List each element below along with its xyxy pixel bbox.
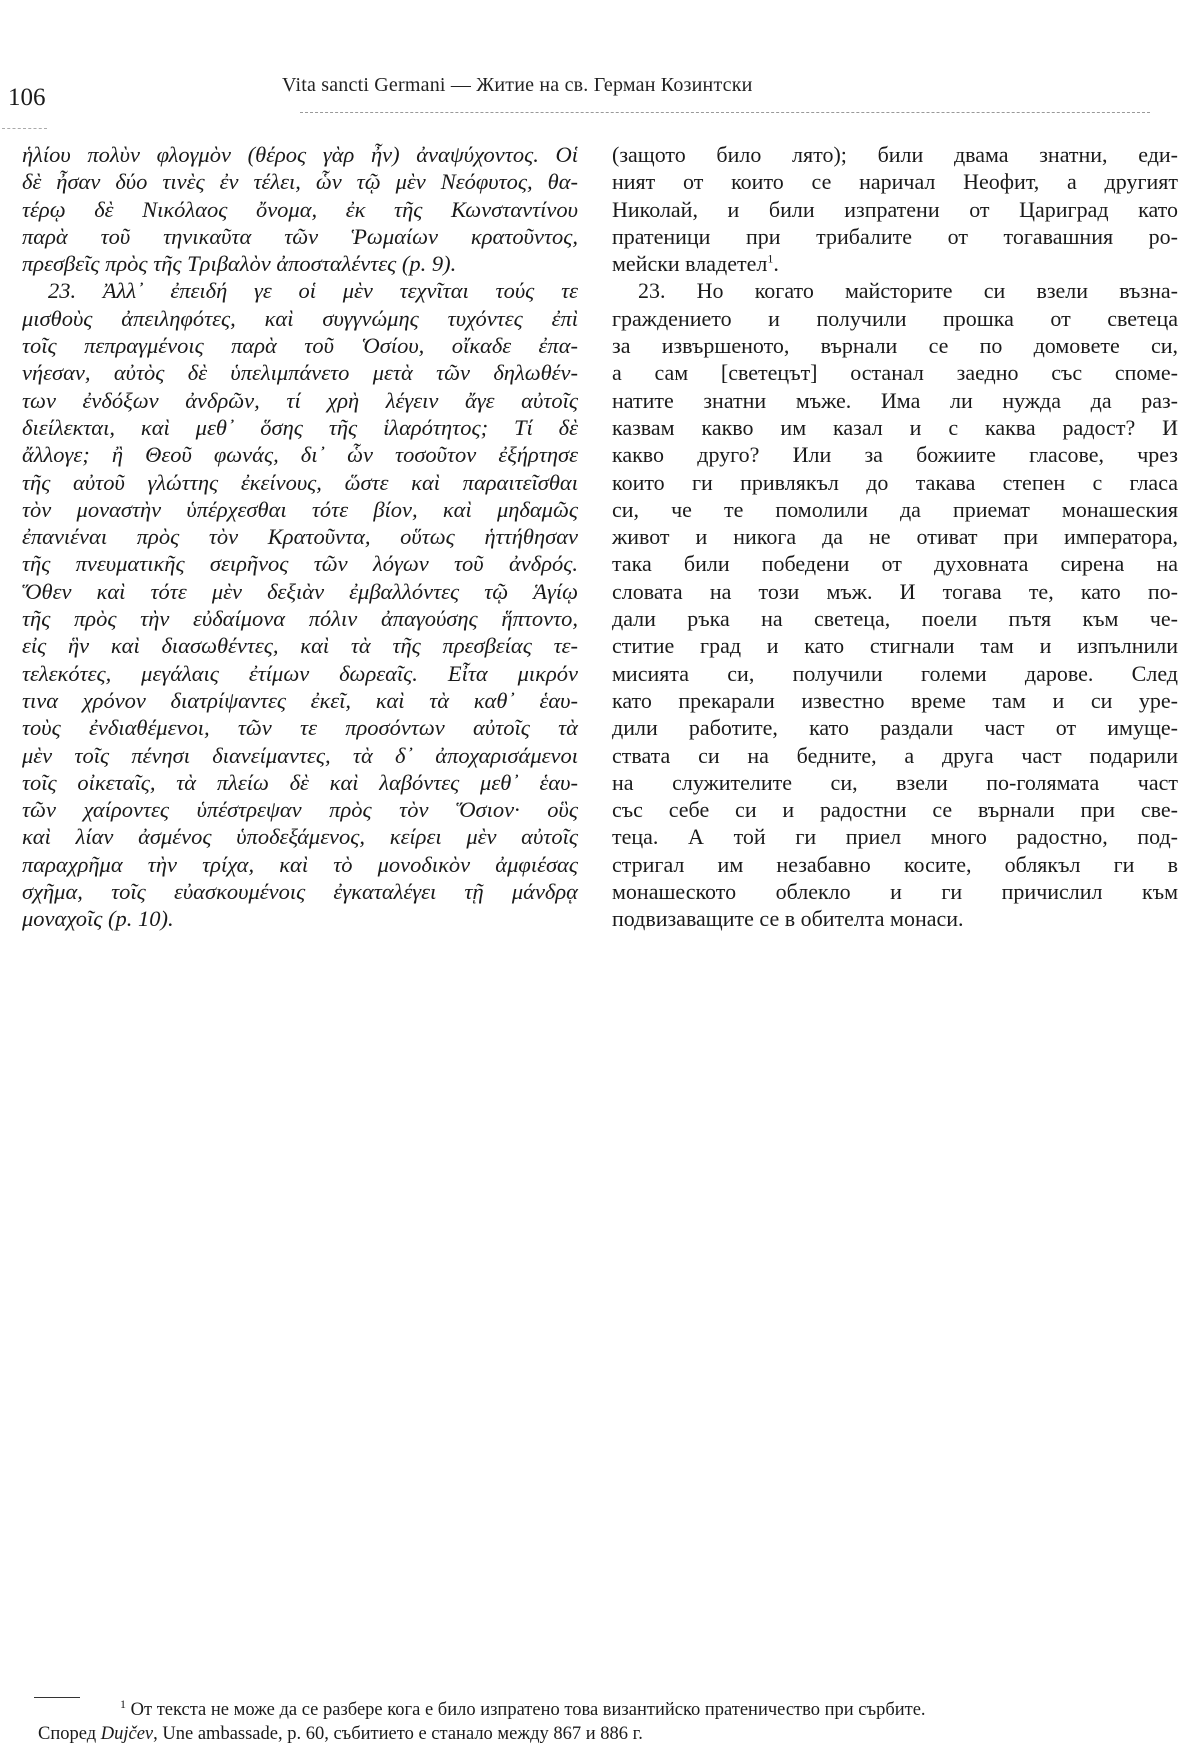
- line-text: пратеници при трибалите от тогавашния ро-: [612, 223, 1178, 249]
- text-line: [22, 714, 578, 741]
- line-text: мейски владетел: [612, 251, 768, 277]
- footnote-reference: 1: [767, 251, 774, 266]
- text-line: [22, 905, 578, 932]
- text-line: [612, 441, 1178, 468]
- line-text: νήεσαν, αὐτὸς δὲ ὑπελιμπάνετο μετὰ τῶν δηλωθέν-: [22, 360, 578, 386]
- line-text: σχῆμα, τοῖς εὐασκουμένοις ἐγκαταλέγει τῇ μάνδρᾳ: [22, 879, 578, 905]
- text-line: [22, 687, 578, 714]
- header-rule: [300, 112, 1150, 113]
- text-line: [612, 414, 1178, 441]
- line-text: τὸν μοναστὴν ὑπέρχεσθαι τότε βίον, καὶ μηδαμῶς: [22, 496, 578, 522]
- line-text: των ἐνδόξων ἀνδρῶν, τί χρὴ λέγειν ἄγε αὐτοῖς: [22, 387, 578, 413]
- text-line: [612, 196, 1178, 223]
- text-line: [612, 660, 1178, 687]
- text-line: [22, 578, 578, 605]
- text-line: [612, 277, 1178, 304]
- text-line: [22, 823, 578, 850]
- footnote-line-2: [38, 1724, 643, 1745]
- line-text: така били победени от духовната сирена на: [612, 551, 1178, 577]
- text-line: [22, 250, 578, 277]
- line-text: μὲν τοῖς πένησι διανείμαντες, τὰ δ᾽ ἀποχαρισάμενοι: [22, 742, 578, 768]
- text-line: [612, 578, 1178, 605]
- line-text: τῆς πνευματικῆς σειρῆνος τῶν λόγων τοῦ ἀνδρός.: [22, 551, 578, 577]
- text-line: [22, 387, 578, 414]
- header-rule-left: [2, 128, 47, 129]
- text-line: [612, 469, 1178, 496]
- text-line: [612, 332, 1178, 359]
- line-text: Николай, и били изпратени от Цариград като: [612, 196, 1178, 222]
- text-line: [612, 496, 1178, 523]
- text-line: [612, 796, 1178, 823]
- line-text: (защото било лято); били двама знатни, еди-: [612, 142, 1178, 167]
- text-line: [612, 905, 1178, 932]
- text-line: [22, 168, 578, 195]
- footnote-separator: [34, 1697, 80, 1698]
- text-line: [22, 796, 578, 823]
- line-text: натите знатни мъже. Има ли нужда да раз-: [612, 387, 1178, 413]
- footnote-prefix: Според: [38, 1724, 101, 1744]
- text-line: [612, 305, 1178, 332]
- text-line: [612, 550, 1178, 577]
- line-text: Ὅθεν καὶ τότε μὲν δεξιὰν ἐμβαλλόντες τῷ Ἁγίῳ: [22, 578, 578, 604]
- text-line: [22, 141, 578, 168]
- text-line: [22, 469, 578, 496]
- line-text: παραχρῆμα τὴν τρίχα, καὶ τὸ μονοδικὸν ἀμφιέσας: [22, 851, 578, 877]
- text-line: [22, 742, 578, 769]
- text-line: [612, 632, 1178, 659]
- line-text: ἄλλογε; ἢ Θεοῦ φωνάς, δι᾽ ὧν τοσοῦτον ἐξήρτησε: [22, 442, 578, 468]
- line-text: διείλεκται, καὶ μεθ᾽ ὅσης τῆς ἱλαρότητος; Τί δὲ: [22, 414, 578, 440]
- text-line: [612, 878, 1178, 905]
- footnote-line-1: [120, 1696, 926, 1721]
- text-line: [22, 605, 578, 632]
- text-line: [22, 277, 578, 304]
- text-line: [612, 168, 1178, 195]
- line-text: τῆς αὐτοῦ γλώττης ἐκείνους, ὥστε καὶ παραιτεῖσθαι: [22, 469, 578, 495]
- running-title: Vita sancti Germani — Житие на св. Герман Козинтски: [282, 74, 753, 96]
- greek-text-column: [22, 141, 578, 933]
- text-line: [22, 359, 578, 386]
- text-line: [22, 305, 578, 332]
- line-text: τοῖς οἰκεταῖς, τὰ πλείω δὲ καὶ λαβόντες μεθ᾽ ἑαυ-: [22, 769, 578, 795]
- text-line: [612, 223, 1178, 250]
- line-text: за извършеното, върнали се по домовете си,: [612, 333, 1178, 359]
- line-text: монашеското облекло и ги причислил към: [612, 879, 1178, 905]
- text-line: [22, 660, 578, 687]
- text-line: [22, 550, 578, 577]
- line-text: τῆς πρὸς τὴν εὐδαίμονα πόλιν ἀπαγούσης ἥπτοντο,: [22, 606, 578, 632]
- line-text: δὲ ἦσαν δύο τινὲς ἐν τέλει, ὧν τῷ μὲν Νεόφυτος, θα-: [22, 169, 578, 195]
- line-text: τέρῳ δὲ Νικόλαος ὄνομα, ἐκ τῆς Κωνσταντίνου: [22, 196, 578, 222]
- text-line: [612, 851, 1178, 878]
- line-text: εἰς ἣν καὶ διασωθέντες, καὶ τὰ τῆς πρεσβείας τε-: [22, 633, 578, 659]
- line-text: стригал им незабавно косите, облякъл ги в: [612, 851, 1178, 877]
- text-line: [22, 496, 578, 523]
- line-text: граждението и получили прошка от светеца: [612, 305, 1178, 331]
- text-line: [22, 851, 578, 878]
- text-line: [612, 359, 1178, 386]
- line-text: ститие град и като стигнали там и изпълнили: [612, 633, 1178, 659]
- line-text: подвизаващите се в обителта монаси.: [612, 906, 964, 932]
- line-text: дили работите, като раздали част от имуще-: [612, 715, 1178, 741]
- line-text: καὶ λίαν ἀσμένος ὑποδεξάμενος, κείρει μὲν αὐτοῖς: [22, 824, 578, 850]
- line-text: ният от които се наричал Неофит, а другият: [612, 169, 1178, 195]
- line-text: τοῖς πεπραγμένοις παρὰ τοῦ Ὁσίου, οἴκαδε ἐπα-: [22, 333, 578, 359]
- line-text: като прекарали известно време там и си уре-: [612, 687, 1178, 713]
- text-line: [612, 742, 1178, 769]
- text-line: [612, 250, 1178, 277]
- line-text: ствата си на бедните, а друга част подарили: [612, 742, 1178, 768]
- text-line: [22, 769, 578, 796]
- footnote-text: От текста не може да се разбере кога е било изпратено това византийско пратеничество при сърбите.: [130, 1700, 926, 1720]
- line-text: 23. Но когато майсторите си взели възна-: [638, 278, 1178, 304]
- line-text: мисията си, получили големи дарове. След: [612, 660, 1178, 686]
- text-line: [612, 687, 1178, 714]
- line-text: πρεσβεῖς πρὸς τῆς Τριβαλὸν ἀποσταλέντες (p. 9).: [22, 251, 457, 277]
- line-text: на служителите си, взели по-голямата част: [612, 769, 1178, 795]
- line-text: а сам [светецът] останал заедно със споме-: [612, 360, 1178, 386]
- footnote-author: Dujčev: [100, 1724, 154, 1744]
- text-line: [22, 414, 578, 441]
- line-text: παρὰ τοῦ τηνικαῦτα τῶν Ῥωμαίων κρατοῦντος,: [22, 223, 578, 249]
- line-text: дали ръка на светеца, поели пътя към че-: [612, 606, 1178, 632]
- page-number: 106: [8, 84, 46, 111]
- line-text: ἐπανιέναι πρὸς τὸν Κρατοῦντα, οὕτως ἡττήθησαν: [22, 524, 578, 550]
- line-text: какво друго? Или за божиите гласове, чрез: [612, 442, 1178, 468]
- bulgarian-translation-column: [612, 141, 1178, 933]
- line-text: τινα χρόνον διατρίψαντες ἐκεῖ, καὶ τὰ καθ᾽ ἑαυ-: [22, 687, 578, 713]
- text-line: [612, 523, 1178, 550]
- line-text-end: .: [773, 251, 779, 277]
- line-text: ἡλίου πολὺν φλογμὸν (θέρος γὰρ ἦν) ἀναψύχοντος. Οἱ: [22, 142, 578, 167]
- line-text: теца. А той ги приел много радостно, под-: [612, 824, 1178, 850]
- line-text: 23. Ἀλλ᾽ ἐπειδή γε οἱ μὲν τεχνῖται τούς τε: [48, 278, 578, 304]
- line-text: си, че те помолили да приемат монашеския: [612, 496, 1178, 522]
- line-text: μισθοὺς ἀπειληφότες, καὶ συγγνώμης τυχόντες ἐπὶ: [22, 305, 578, 331]
- text-line: [612, 605, 1178, 632]
- line-text: словата на този мъж. И тогава те, като по-: [612, 578, 1178, 604]
- text-line: [22, 196, 578, 223]
- text-line: [612, 823, 1178, 850]
- line-text: τῶν χαίροντες ὑπέστρεψαν πρὸς τὸν Ὅσιον· οὓς: [22, 797, 578, 823]
- line-text: които ги привлякъл до такава степен с гласа: [612, 469, 1178, 495]
- line-text: казвам какво им казал и с каква радост? И: [612, 414, 1178, 440]
- line-text: живот и никога да не отиват при императора,: [612, 524, 1178, 550]
- text-line: [22, 332, 578, 359]
- line-text: τελεκότες, μεγάλαις ἐτίμων δωρεαῖς. Εἶτα μικρόν: [22, 660, 578, 686]
- text-line: [612, 141, 1178, 168]
- footnote-marker: 1: [120, 1696, 126, 1711]
- text-line: [22, 632, 578, 659]
- line-text: със себе си и радостни се върнали при све-: [612, 797, 1178, 823]
- text-line: [612, 387, 1178, 414]
- text-line: [22, 878, 578, 905]
- text-line: [612, 714, 1178, 741]
- footnote-suffix: , Une ambassade, p. 60, събитието е станало между 867 и 886 г.: [153, 1724, 643, 1744]
- text-line: [22, 523, 578, 550]
- line-text: μοναχοῖς (p. 10).: [22, 906, 174, 932]
- line-text: τοὺς ἐνδιαθέμενοι, τῶν τε προσόντων αὐτοῖς τὰ: [22, 715, 578, 741]
- text-line: [22, 223, 578, 250]
- text-line: [612, 769, 1178, 796]
- text-line: [22, 441, 578, 468]
